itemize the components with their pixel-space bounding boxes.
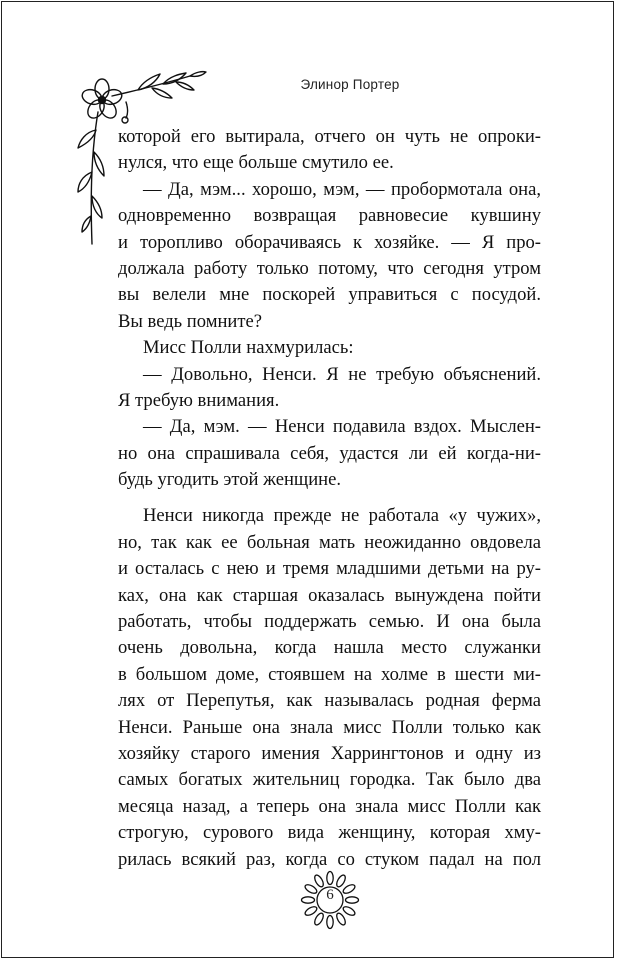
text-line: лях от Перепутья, как называлась родная ферма (118, 690, 541, 712)
text-line: работать, чтобы поддержать семью. И она была (118, 611, 541, 633)
page-number: 6 (326, 887, 334, 903)
text-line: Ненси. Раньше она знала мисс Полли только как (118, 716, 541, 738)
text-line: в большом доме, стоявшем на холме в шести ми- (118, 663, 541, 685)
text-line: хозяйку старого имения Харрингтонов и одну из (118, 742, 541, 764)
running-head: Элинор Портер (300, 77, 400, 92)
text-line: Я требую внимания. (118, 389, 280, 411)
text-line: одновременно возвращая равновесие кувшину (118, 205, 541, 227)
body-text (118, 124, 541, 873)
text-line: нулся, что еще больше смутило ее. (118, 152, 394, 174)
text-line: — Довольно, Ненси. Я не требую объяснений. (143, 363, 541, 385)
text-line: очень довольна, когда нашла место служанки (118, 637, 541, 659)
text-line: вы велели мне поскорей управиться с посудой. (118, 284, 541, 306)
text-line: и осталась с нею и тремя младшими детьми на ру- (118, 558, 541, 580)
text-line: Вы ведь помните? (118, 310, 263, 332)
text-line: самых богатых жительниц городка. Так было два (118, 769, 541, 791)
text-line: строгую, сурового вида женщину, которая хму- (118, 822, 541, 844)
text-line: будь угодить этой женщине. (118, 469, 342, 491)
text-line: но, так как ее больная мать неожиданно овдовела (118, 531, 541, 553)
text-line: ках, она как старшая оказалась вынуждена пойти (118, 584, 541, 606)
text-line: Ненси никогда прежде не работала «у чужих», (143, 505, 541, 527)
page-number-wrap (286, 856, 374, 944)
text-line: — Да, мэм. — Ненси подавила вздох. Мыслен- (143, 416, 541, 438)
text-line: рилась всякий раз, когда со стуком падал на пол (118, 848, 541, 870)
text-line: Мисс Полли нахмурилась: (143, 337, 354, 359)
text-line: но она спрашивала себя, удастся ли ей когда-ни- (118, 442, 541, 464)
text-line: должала работу только потому, что сегодня утром (118, 257, 541, 279)
text-line: — Да, мэм... хорошо, мэм, — пробормотала она, (143, 178, 541, 200)
text-line: которой его вытирала, отчего он чуть не опроки- (118, 126, 541, 147)
text-line: месяца назад, а теперь она знала мисс Полли как (118, 795, 541, 817)
text-line: и торопливо оборачиваясь к хозяйке. — Я про- (118, 231, 541, 253)
